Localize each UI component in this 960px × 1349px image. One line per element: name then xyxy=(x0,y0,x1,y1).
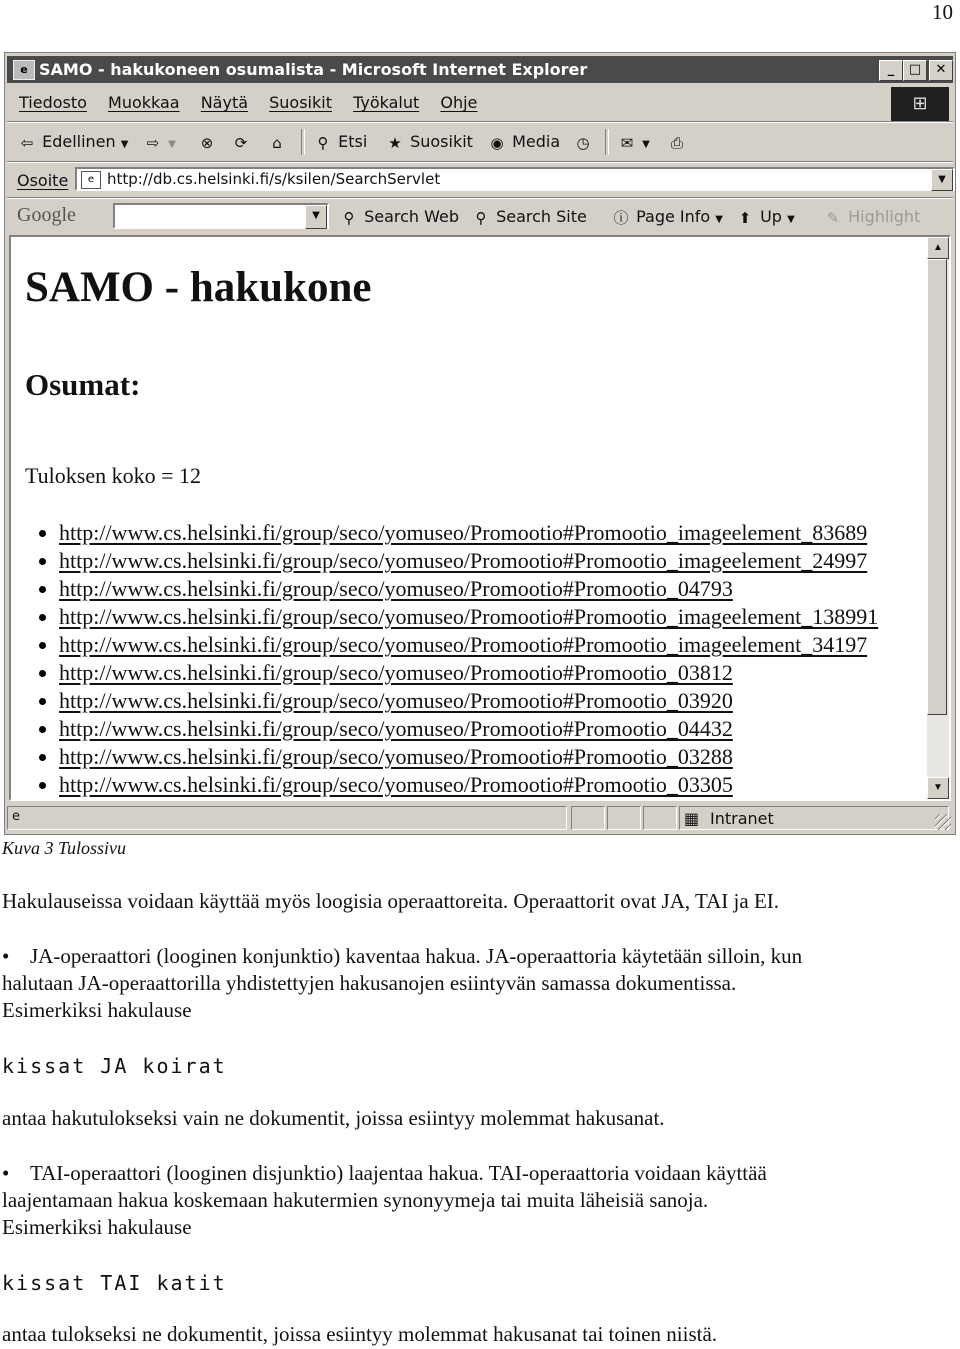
scroll-down-button[interactable] xyxy=(927,777,949,799)
result-link[interactable]: http://www.cs.helsinki.fi/group/seco/yomuseo/Promootio#Promootio_03920 xyxy=(59,688,733,713)
bullet: • xyxy=(2,1161,10,1185)
up-button[interactable] xyxy=(735,207,795,228)
results-list xyxy=(59,520,878,800)
maximize-button[interactable]: □ xyxy=(903,60,927,81)
search-label: Etsi xyxy=(338,132,368,151)
history-button[interactable] xyxy=(573,129,593,155)
menu-tools[interactable]: Työkalut xyxy=(353,93,420,112)
menu-view[interactable]: Näytä xyxy=(200,93,249,112)
list-item xyxy=(59,632,878,660)
tai-result-text: antaa tulokseksi ne dokumentit, joissa esiintyy molemmat hakusanat tai toinen niistä. xyxy=(2,1322,718,1346)
ja-paragraph-line1: • JA-operaattori (looginen konjunktio) kaventaa hakua. JA-operaattoria käytetään silloin, kun xyxy=(2,944,803,968)
list-item xyxy=(59,744,878,772)
binoculars-icon: ⚲ xyxy=(343,208,355,227)
search-site-button[interactable] xyxy=(471,207,587,228)
favorites-icon: ★ xyxy=(388,133,402,152)
list-item xyxy=(59,716,878,744)
result-link[interactable]: http://www.cs.helsinki.fi/group/seco/yomuseo/Promootio#Promootio_imageelement_83689 xyxy=(59,520,868,545)
home-button[interactable] xyxy=(267,129,287,155)
menu-bar xyxy=(19,93,493,117)
media-icon: ◉ xyxy=(490,133,504,152)
menu-help[interactable]: Ohje xyxy=(440,93,478,112)
back-button[interactable] xyxy=(17,129,128,155)
tai-paragraph-line3: Esimerkiksi hakulause xyxy=(2,1215,192,1239)
browser-window xyxy=(4,52,956,835)
mail-button[interactable] xyxy=(617,129,650,155)
result-link[interactable]: http://www.cs.helsinki.fi/group/seco/yomuseo/Promootio#Promootio_03288 xyxy=(59,744,733,769)
google-search-dropdown[interactable] xyxy=(305,205,327,229)
divider xyxy=(7,197,953,199)
chevron-down-icon: ▼ xyxy=(715,214,723,225)
page-status-icon: e xyxy=(12,809,20,824)
result-link[interactable]: http://www.cs.helsinki.fi/group/seco/yomuseo/Promootio#Promootio_04432 xyxy=(59,716,733,741)
chevron-down-icon: ▼ xyxy=(938,174,946,185)
search-site-label: Search Site xyxy=(496,207,587,226)
status-bar xyxy=(7,805,953,832)
chevron-down-icon: ▼ xyxy=(787,214,795,225)
ie-app-icon: e xyxy=(13,60,35,80)
tai-example-code: kissat TAI katit xyxy=(2,1271,227,1295)
page-content xyxy=(9,235,951,801)
back-label: Edellinen xyxy=(42,132,116,151)
result-size: Tuloksen koko = 12 xyxy=(25,463,202,488)
result-link[interactable]: http://www.cs.helsinki.fi/group/seco/yomuseo/Promootio#Promootio_03812 xyxy=(59,660,733,685)
intranet-icon: ▦ xyxy=(684,809,700,828)
search-button[interactable] xyxy=(313,129,367,155)
back-arrow-icon: ⇦ xyxy=(20,133,34,152)
chevron-down-icon: ▼ xyxy=(312,210,320,221)
address-input[interactable] xyxy=(75,167,955,191)
chevron-down-icon: ▼ xyxy=(120,139,129,150)
refresh-button[interactable] xyxy=(231,129,251,155)
address-dropdown-button[interactable] xyxy=(931,169,953,191)
windows-logo-icon: ⊞ xyxy=(891,87,949,121)
figure-caption: Kuva 3 Tulossivu xyxy=(2,838,127,858)
menu-file[interactable]: Tiedosto xyxy=(19,93,87,112)
status-cell xyxy=(607,806,641,830)
highlight-button[interactable] xyxy=(823,207,920,228)
security-zone xyxy=(679,806,949,830)
ja-paragraph-line3: Esimerkiksi hakulause xyxy=(2,998,192,1022)
window-title: SAMO - hakukoneen osumalista - Microsoft Internet Explorer xyxy=(39,60,588,79)
result-link[interactable]: http://www.cs.helsinki.fi/group/seco/yomuseo/Promootio#Promootio_imageelement_34197 xyxy=(59,632,868,657)
list-item xyxy=(59,520,878,548)
status-cell xyxy=(571,806,605,830)
status-cell xyxy=(643,806,677,830)
arrow-up-icon: ▲ xyxy=(933,242,943,253)
result-link[interactable]: http://www.cs.helsinki.fi/group/seco/yomuseo/Promootio#Promootio_03305 xyxy=(59,772,733,797)
divider xyxy=(7,121,953,123)
list-item xyxy=(59,772,878,800)
stop-icon: ⊗ xyxy=(200,133,214,152)
print-icon: ⎙ xyxy=(670,133,683,152)
stop-button[interactable] xyxy=(197,129,217,155)
divider xyxy=(7,161,953,163)
google-logo[interactable]: Google xyxy=(17,204,76,250)
ja-result-text: antaa hakutulokseksi vain ne dokumentit, joissa esiintyy molemmat hakusanat. xyxy=(2,1106,665,1130)
list-item xyxy=(59,604,878,632)
refresh-icon: ⟳ xyxy=(234,133,248,152)
forward-arrow-icon: ⇨ xyxy=(146,133,160,152)
menu-favorites[interactable]: Suosikit xyxy=(269,93,332,112)
list-item xyxy=(59,576,878,604)
result-link[interactable]: http://www.cs.helsinki.fi/group/seco/yomuseo/Promootio#Promootio_imageelement_138991 xyxy=(59,604,879,629)
title-bar xyxy=(7,56,953,83)
chevron-down-icon: ▼ xyxy=(168,139,176,150)
bullet: • xyxy=(2,944,10,968)
scroll-thumb[interactable] xyxy=(927,259,947,715)
scroll-up-button[interactable] xyxy=(927,237,949,259)
vertical-scrollbar[interactable] xyxy=(927,237,949,799)
folder-up-icon: ⬆ xyxy=(738,208,752,227)
intro-paragraph: Hakulauseissa voidaan käyttää myös loogisia operaattoreita. Operaattorit ovat JA, TAI ja EI. xyxy=(2,889,780,913)
ja-example-code: kissat JA koirat xyxy=(2,1054,227,1078)
mail-icon: ✉ xyxy=(620,133,634,152)
page-number: 10 xyxy=(932,0,953,24)
home-icon: ⌂ xyxy=(272,133,282,152)
minimize-button[interactable]: _ xyxy=(879,60,903,81)
address-value: http://db.cs.helsinki.fi/s/ksilen/SearchServlet xyxy=(107,170,441,188)
toolbar-separator xyxy=(301,129,305,155)
history-icon: ◷ xyxy=(576,133,590,152)
print-button[interactable] xyxy=(667,129,687,155)
menu-edit[interactable]: Muokkaa xyxy=(108,93,180,112)
list-item xyxy=(59,660,878,688)
search-icon: ⚲ xyxy=(317,133,329,152)
results-heading: Osumat: xyxy=(25,367,141,402)
media-button[interactable] xyxy=(487,129,560,155)
resize-grip[interactable] xyxy=(935,814,951,830)
highlight-label: Highlight xyxy=(848,207,921,226)
page-heading: SAMO - hakukone xyxy=(25,264,372,311)
google-search-input[interactable] xyxy=(113,203,329,229)
tai-paragraph-line1: • TAI-operaattori (looginen disjunktio) laajentaa hakua. TAI-operaattoria voidaan käyttää xyxy=(2,1161,767,1185)
address-label: Osoite xyxy=(17,171,69,190)
arrow-down-icon: ▼ xyxy=(933,782,943,793)
up-label: Up xyxy=(760,207,782,226)
search-site-icon: ⚲ xyxy=(475,208,487,227)
tai-paragraph-line2: laajentamaan hakua koskemaan hakutermien synonyymeja tai muita läheisiä sanoja. xyxy=(2,1188,709,1212)
favorites-button[interactable] xyxy=(385,129,473,155)
close-button[interactable]: ✕ xyxy=(929,60,953,81)
highlighter-icon: ✎ xyxy=(826,208,840,227)
page-info-button[interactable] xyxy=(611,207,723,228)
result-link[interactable]: http://www.cs.helsinki.fi/group/seco/yomuseo/Promootio#Promootio_imageelement_24997 xyxy=(59,548,868,573)
search-web-button[interactable] xyxy=(339,207,459,228)
toolbar-separator xyxy=(605,129,609,155)
page-info-label: Page Info xyxy=(636,207,711,226)
page-icon: e xyxy=(81,171,101,189)
chevron-down-icon: ▼ xyxy=(642,139,650,150)
ja-paragraph-line2: halutaan JA-operaattorilla yhdistettyjen hakusanojen esiintyvän samassa dokumentissa. xyxy=(2,971,737,995)
search-web-label: Search Web xyxy=(364,207,460,226)
list-item xyxy=(59,688,878,716)
status-main xyxy=(7,806,567,830)
forward-button[interactable] xyxy=(143,129,176,155)
list-item xyxy=(59,548,878,576)
zone-label: Intranet xyxy=(710,809,774,828)
result-link[interactable]: http://www.cs.helsinki.fi/group/seco/yomuseo/Promootio#Promootio_04793 xyxy=(59,576,733,601)
media-label: Media xyxy=(512,132,561,151)
info-icon: ⓘ xyxy=(613,208,629,227)
favorites-label: Suosikit xyxy=(410,132,473,151)
